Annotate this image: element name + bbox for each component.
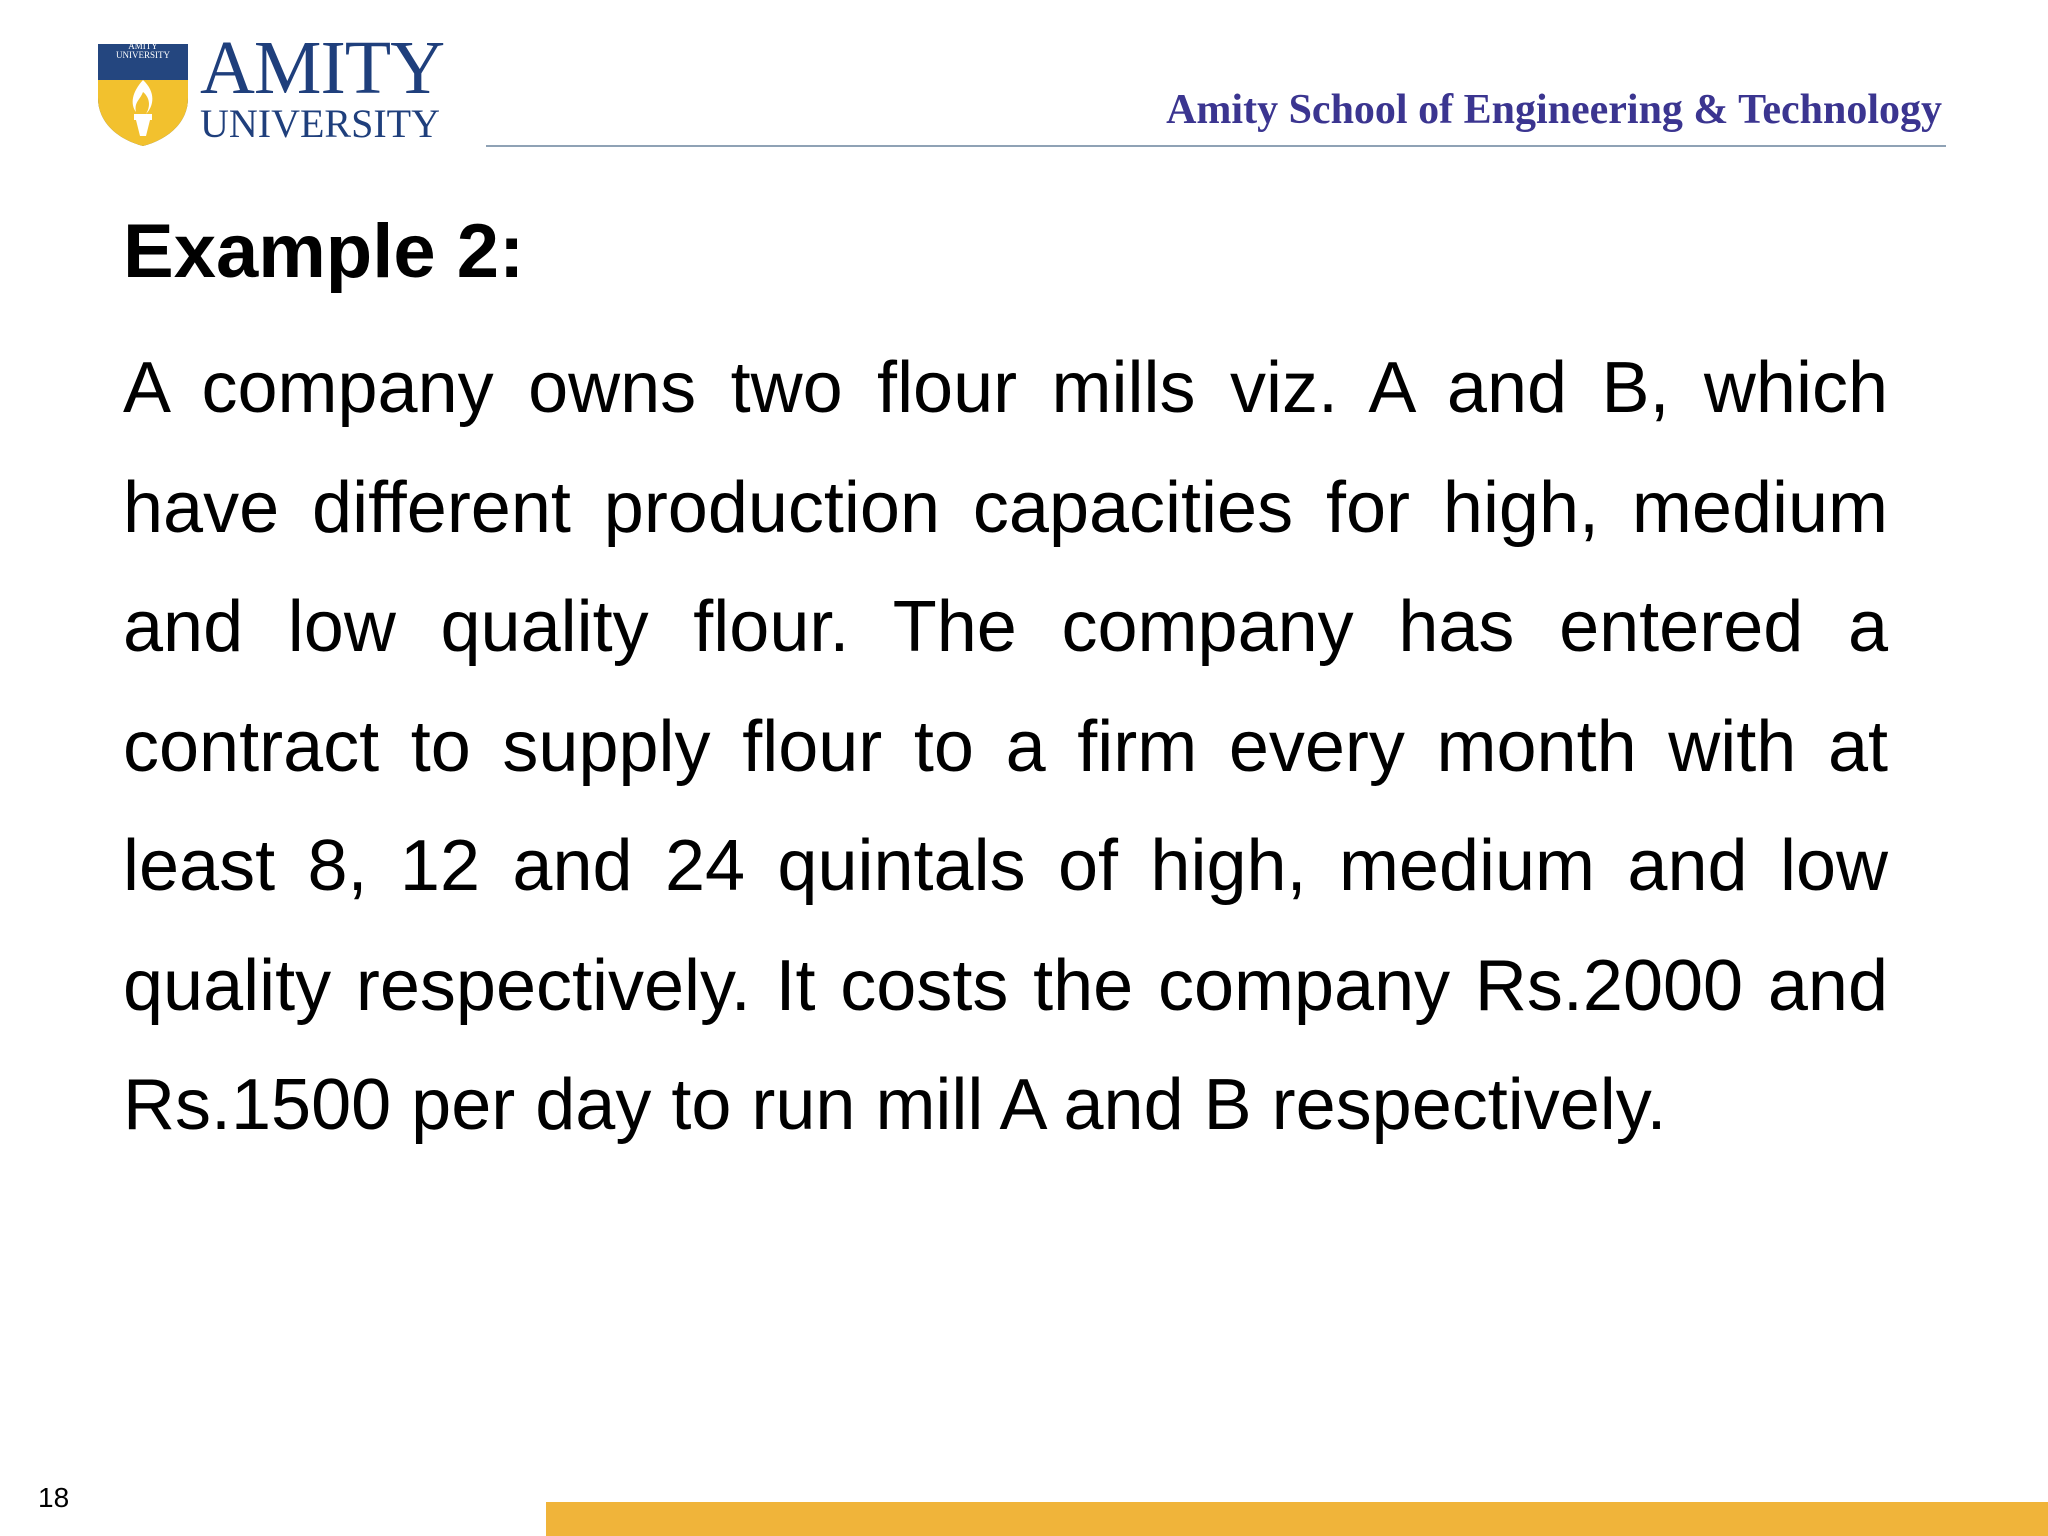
page-number: 18 <box>38 1482 70 1513</box>
school-name: Amity School of Engineering & Technology <box>1166 87 1942 133</box>
logo-seal-text: AMITY UNIVERSITY <box>116 41 170 60</box>
slide-body-text: A company owns two flour mills viz. A and B, which have different production capacities for high, medium and low quality flour. The company has entered a contract to supply flour to a firm every month with at least 8, 12 and 24 quintals of high, medium and low quality respectively. It costs the company Rs.2000 and Rs.1500 per day to run mill A and B respectively. <box>123 348 1888 1145</box>
slide-title: Example 2: <box>123 209 525 294</box>
logo-text-amity: AMITY <box>200 26 445 110</box>
footer-accent-bar <box>546 1502 2048 1536</box>
logo-text-university: UNIVERSITY <box>200 101 440 146</box>
header-divider <box>486 145 1946 147</box>
amity-logo <box>96 26 446 150</box>
